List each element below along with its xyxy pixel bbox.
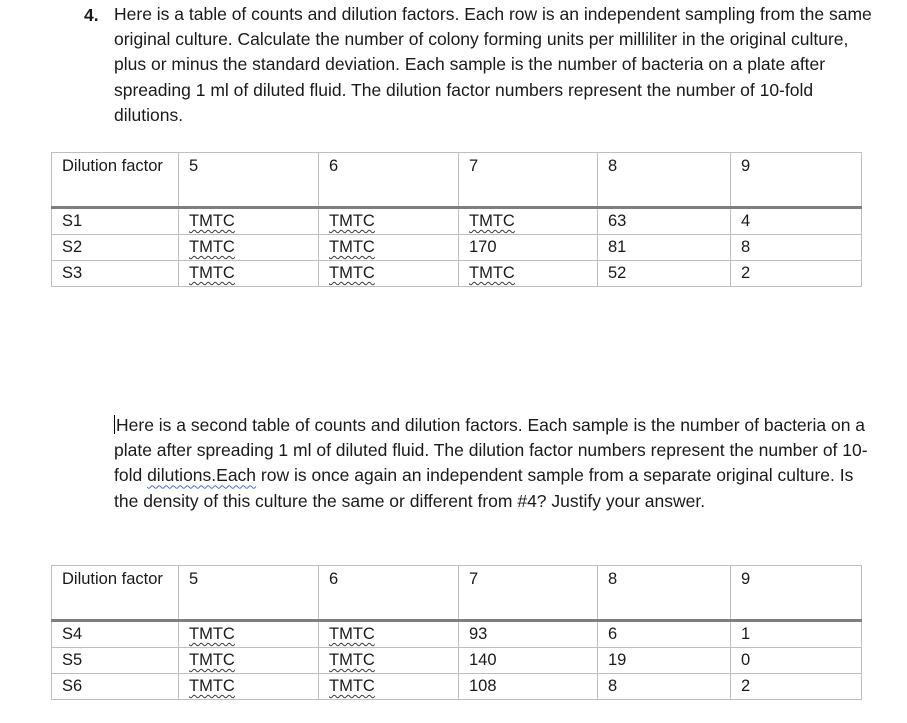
count-cell[interactable]: TMTC	[179, 621, 319, 648]
count-cell[interactable]: TMTC	[319, 648, 459, 674]
header-cell[interactable]: Dilution factor	[52, 566, 179, 621]
sample-label-cell[interactable]: S5	[52, 648, 179, 674]
count-cell[interactable]: 8	[598, 674, 731, 700]
table-row	[52, 674, 862, 700]
sample-label-cell[interactable]: S3	[52, 261, 179, 287]
count-cell[interactable]: TMTC	[319, 208, 459, 235]
count-cell[interactable]: 19	[598, 648, 731, 674]
count-cell[interactable]: TMTC	[179, 674, 319, 700]
header-cell[interactable]: 6	[319, 153, 459, 208]
count-cell[interactable]: 2	[731, 261, 862, 287]
second-question-text	[114, 413, 874, 514]
second-text-part-a: Here is a second table of counts and dilution factors. Each sample is the number of bacteria on a plate after spreading 1 ml of diluted fluid. The dilution factor numbers represent the number of 10-fold	[114, 415, 868, 486]
count-cell[interactable]: 0	[731, 648, 862, 674]
count-cell[interactable]: 81	[598, 235, 731, 261]
second-text-part-b: row is once again an independent sample from a separate original culture. Is the density of this culture the same or different from #4? Justify your answer.	[114, 465, 854, 511]
count-cell[interactable]: TMTC	[179, 235, 319, 261]
count-cell[interactable]: 170	[459, 235, 598, 261]
count-cell[interactable]: 140	[459, 648, 598, 674]
dilution-table-2	[51, 565, 862, 700]
count-cell[interactable]: 8	[731, 235, 862, 261]
table-row	[52, 621, 862, 648]
header-cell[interactable]: 8	[598, 566, 731, 621]
count-cell[interactable]: TMTC	[179, 648, 319, 674]
question-text: Here is a table of counts and dilution factors. Each row is an independent sampling from the same original culture. Calculate the number of colony forming units per milliliter in the original culture, plus or minus the standard deviation. Each sample is the number of bacteria on a plate after spreading 1 ml of diluted fluid. The dilution factor numbers represent the number of 10-fold dilutions.	[114, 4, 872, 125]
sample-label-cell[interactable]: S1	[52, 208, 179, 235]
header-cell[interactable]: 5	[179, 566, 319, 621]
count-cell[interactable]: 4	[731, 208, 862, 235]
header-cell[interactable]: Dilution factor	[52, 153, 179, 208]
count-cell[interactable]: TMTC	[319, 235, 459, 261]
sample-label-cell[interactable]: S2	[52, 235, 179, 261]
sample-label-cell[interactable]: S6	[52, 674, 179, 700]
count-cell[interactable]: 93	[459, 621, 598, 648]
count-cell[interactable]: TMTC	[319, 621, 459, 648]
grammar-flagged-word[interactable]: dilutions.Each	[147, 465, 257, 486]
count-cell[interactable]: 108	[459, 674, 598, 700]
count-cell[interactable]: TMTC	[459, 261, 598, 287]
count-cell[interactable]: 63	[598, 208, 731, 235]
count-cell[interactable]: TMTC	[459, 208, 598, 235]
count-cell[interactable]: TMTC	[179, 261, 319, 287]
count-cell[interactable]: TMTC	[319, 261, 459, 287]
header-cell[interactable]: 9	[731, 153, 862, 208]
count-cell[interactable]: TMTC	[319, 674, 459, 700]
table-row	[52, 235, 862, 261]
count-cell[interactable]: 52	[598, 261, 731, 287]
count-cell[interactable]: 2	[731, 674, 862, 700]
count-cell[interactable]: 1	[731, 621, 862, 648]
sample-label-cell[interactable]: S4	[52, 621, 179, 648]
header-cell[interactable]: 8	[598, 153, 731, 208]
dilution-table-1	[51, 152, 862, 287]
table-row	[52, 208, 862, 235]
table-row	[52, 261, 862, 287]
count-cell[interactable]: TMTC	[179, 208, 319, 235]
header-cell[interactable]: 7	[459, 153, 598, 208]
header-cell[interactable]: 6	[319, 566, 459, 621]
header-cell[interactable]: 9	[731, 566, 862, 621]
table-row	[52, 648, 862, 674]
count-cell[interactable]: 6	[598, 621, 731, 648]
table-header-row	[52, 566, 862, 621]
header-cell[interactable]: 7	[459, 566, 598, 621]
table-header-row	[52, 153, 862, 208]
text-cursor	[114, 415, 115, 434]
header-cell[interactable]: 5	[179, 153, 319, 208]
question-number: 4.	[84, 5, 99, 25]
